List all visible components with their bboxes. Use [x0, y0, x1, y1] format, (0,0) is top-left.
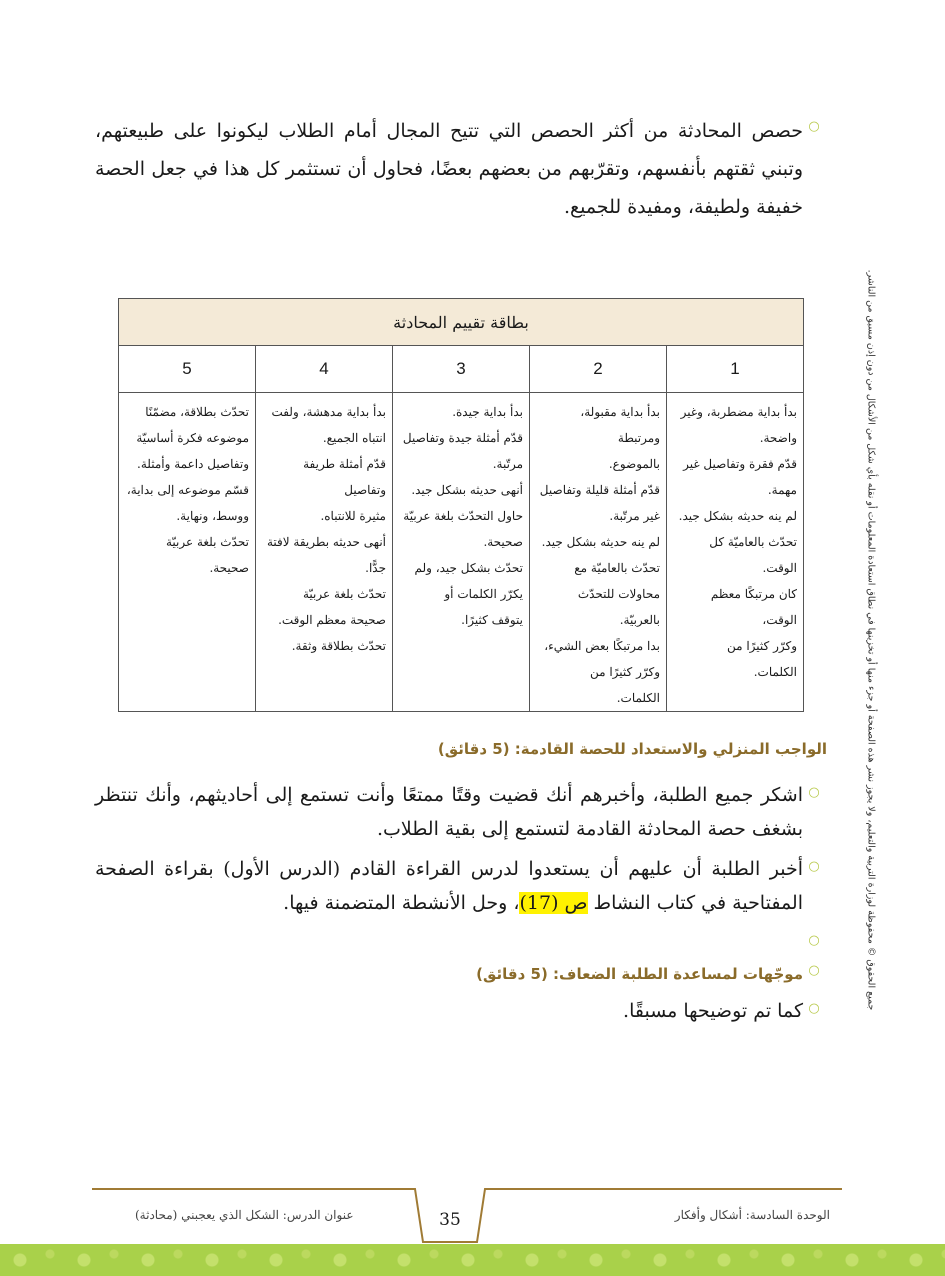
- criteria-line: قدّم أمثلة قليلة وتفاصيل: [539, 483, 660, 497]
- score-3: 3: [393, 346, 530, 393]
- criteria-line: غير مرتّبة.: [609, 509, 660, 523]
- criteria-line: كان مرتبكًا معظم الوقت،: [707, 587, 797, 627]
- weak-students-item: [95, 994, 825, 1028]
- criteria-line: مثيرة للانتباه.: [320, 509, 386, 523]
- desc-col-2: [530, 393, 667, 712]
- bullet-icon: ○: [808, 1001, 820, 1016]
- score-1: 1: [667, 346, 804, 393]
- footer-lesson-title: عنوان الدرس: الشكل الذي يعجبني (محادثة): [135, 1208, 354, 1222]
- bullet-icon: ○: [808, 785, 820, 800]
- table-title: بطاقة تقييم المحادثة: [119, 299, 804, 346]
- criteria-line: تحدّث بلغة عربيّة: [302, 587, 386, 601]
- desc-col-1: [667, 393, 804, 712]
- footer-unit-title: الوحدة السادسة: أشكال وأفكار: [674, 1208, 830, 1222]
- criteria-line: انتباه الجميع.: [322, 431, 386, 445]
- criteria-line: الوقت.: [762, 561, 797, 575]
- description-row: [119, 393, 804, 712]
- decorative-bottom-band: [0, 1244, 945, 1276]
- homework-item-2: [95, 852, 825, 920]
- evaluation-table: [118, 298, 804, 712]
- criteria-line: تحدّث بالعاميّة مع: [574, 561, 660, 575]
- criteria-line: بدا مرتبكًا بعض الشيء،: [544, 639, 660, 653]
- desc-col-3: [393, 393, 530, 712]
- score-row: [119, 346, 804, 393]
- score-5: 5: [119, 346, 256, 393]
- copyright-text: جميع الحقوق © محفوظة لوزارة التربية والتعليم، ولا يجوز نشر هذه الصفحة أو جزء منها أو تخزينها في نطاق استعادة المعلومات أو نقله بأي شكل من الأشكال من دون إذن مسبق من الناشر.: [865, 269, 877, 1011]
- criteria-line: بالموضوع.: [608, 457, 660, 471]
- homework-item-2-after: ، وحل الأنشطة المتضمنة فيها.: [283, 892, 520, 914]
- criteria-line: تحدّث بشكل جيد، ولم: [414, 561, 523, 575]
- weak-students-heading: موجّهات لمساعدة الطلبة الضعاف: (5 دقائق): [476, 965, 803, 983]
- criteria-line: وكرّر كثيرًا من: [589, 665, 660, 679]
- criteria-line: بدأ بداية مضطربة، وغير: [680, 405, 797, 419]
- criteria-line: قدّم فقرة وتفاصيل غير: [683, 457, 797, 471]
- criteria-line: تحدّث بطلاقة وثقة.: [291, 639, 386, 653]
- criteria-line: حاول التحدّث بلغة عربيّة: [403, 509, 523, 523]
- score-4: 4: [256, 346, 393, 393]
- empty-bullet-row: [95, 926, 825, 956]
- page-number: 35: [439, 1210, 461, 1230]
- homework-item-2-text: [95, 852, 803, 920]
- criteria-line: يكرّر الكلمات أو: [444, 587, 523, 601]
- criteria-line: مهمة.: [767, 483, 797, 497]
- desc-col-5: [119, 393, 256, 712]
- criteria-line: موضوعه فكرة أساسيّة: [136, 431, 249, 445]
- criteria-line: أنهى حديثه بطريقة لافتة: [266, 535, 386, 549]
- criteria-line: صحيحة.: [209, 561, 249, 575]
- page-reference-highlight: ص (17): [519, 892, 588, 914]
- criteria-line: بالعربيّة.: [619, 613, 660, 627]
- criteria-line: تحدّث بالعاميّة كل: [709, 535, 797, 549]
- homework-heading: الواجب المنزلي والاستعداد للحصة القادمة: (5 دقائق): [437, 740, 827, 758]
- criteria-line: قسّم موضوعه إلى بداية،: [126, 483, 249, 497]
- criteria-line: تحدّث بطلاقة، مضمّنًا: [145, 405, 249, 419]
- footer-divider-right: [490, 1188, 842, 1190]
- homework-item-2-before: أخبر الطلبة أن عليهم أن يستعدوا لدرس القراءة القادم (الدرس الأول) بقراءة الصفحة المفتاحية في كتاب النشاط: [95, 858, 803, 914]
- criteria-line: صحيحة معظم الوقت.: [278, 613, 386, 627]
- criteria-line: محاولات للتحدّث: [577, 587, 660, 601]
- bullet-icon: ○: [808, 119, 820, 134]
- criteria-line: وكرّر كثيرًا من: [726, 639, 797, 653]
- criteria-line: مرتّبة.: [492, 457, 523, 471]
- bullet-icon: ○: [808, 933, 820, 948]
- criteria-line: أنهى حديثه بشكل جيد.: [411, 483, 523, 497]
- homework-item-1-text: اشكر جميع الطلبة، وأخبرهم أنك قضيت وقتًا ممتعًا وأنت تستمع إلى أحاديثهم، وأنك تنتظر بشغف حصة المحادثة القادمة لتستمع إلى بقية الطلاب.: [95, 784, 803, 840]
- homework-item-1: [95, 778, 825, 846]
- criteria-line: قدّم أمثلة جيدة وتفاصيل: [402, 431, 523, 445]
- desc-col-4: [256, 393, 393, 712]
- criteria-line: صحيحة.: [483, 535, 523, 549]
- criteria-line: واضحة.: [759, 431, 797, 445]
- weak-students-heading-row: [95, 956, 825, 990]
- criteria-line: قدّم أمثلة طريفة وتفاصيل: [299, 457, 386, 497]
- criteria-line: جدًّا.: [365, 561, 386, 575]
- weak-students-text: كما تم توضيحها مسبقًا.: [623, 1000, 803, 1022]
- criteria-line: الكلمات.: [753, 665, 797, 679]
- bullet-icon: ○: [808, 859, 820, 874]
- criteria-line: يتوقف كثيرًا.: [461, 613, 523, 627]
- criteria-line: بدأ بداية مدهشة، ولفت: [271, 405, 386, 419]
- criteria-line: لم ينه حديثه بشكل جيد.: [541, 535, 660, 549]
- footer-divider-left: [92, 1188, 410, 1190]
- copyright-side-note: [858, 269, 884, 1011]
- criteria-line: تحدّث بلغة عربيّة: [165, 535, 249, 549]
- criteria-line: لم ينه حديثه بشكل جيد.: [678, 509, 797, 523]
- criteria-line: بدأ بداية مقبولة، ومرتبطة: [576, 405, 660, 445]
- criteria-line: بدأ بداية جيدة.: [452, 405, 523, 419]
- intro-block: [95, 112, 825, 226]
- criteria-line: الكلمات.: [616, 691, 660, 705]
- score-2: 2: [530, 346, 667, 393]
- criteria-line: ووسط، ونهاية.: [176, 509, 249, 523]
- intro-paragraph: حصص المحادثة من أكثر الحصص التي تتيح المجال أمام الطلاب ليكونوا على طبيعتهم، وتبني ثقتهم بأنفسهم، وتقرّبهم من بعضهم بعضًا، فحاول أن تستثمر كل هذا في جعل الحصة خفيفة ولطيفة، ومفيدة للجميع.: [95, 120, 803, 218]
- criteria-line: وتفاصيل داعمة وأمثلة.: [137, 457, 249, 471]
- bullet-icon: ○: [808, 963, 820, 978]
